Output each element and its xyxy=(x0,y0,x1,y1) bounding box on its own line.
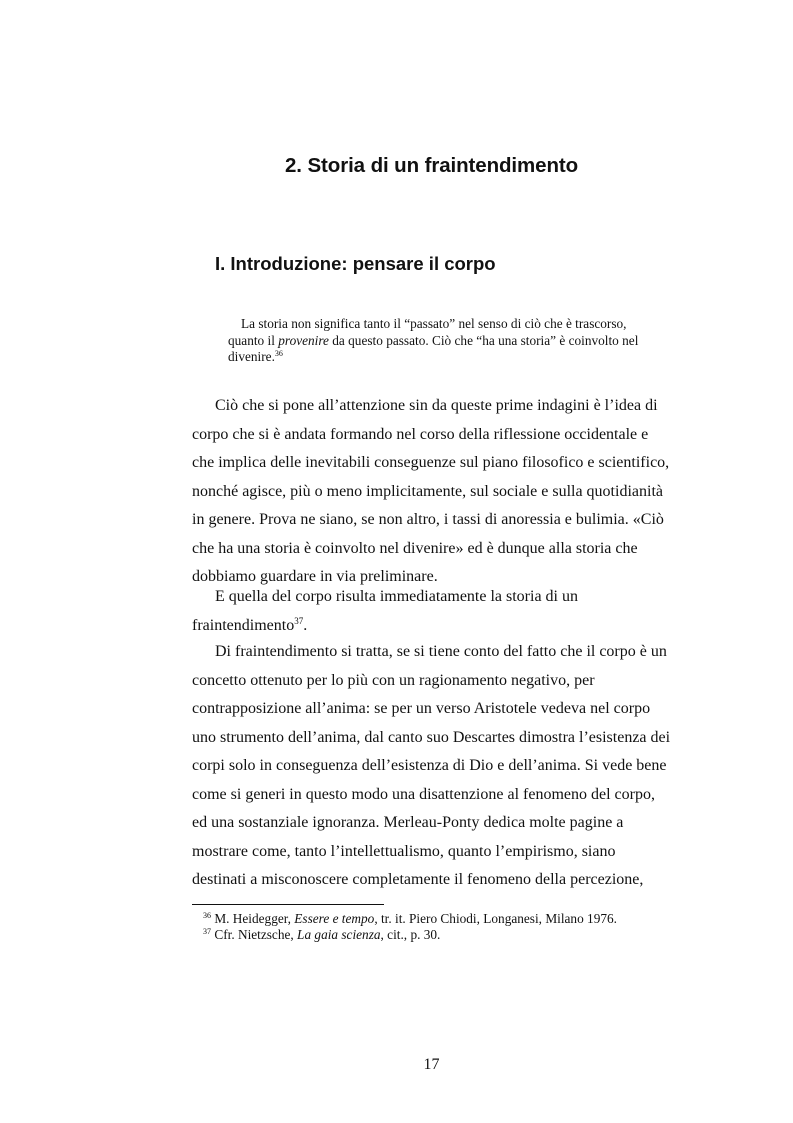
paragraph-1 xyxy=(192,392,672,592)
paragraph-text: . xyxy=(303,616,308,634)
paragraph-line xyxy=(192,612,672,641)
footnote-text: M. Heidegger, xyxy=(211,911,295,926)
footnote-37 xyxy=(203,927,683,943)
paragraph-2 xyxy=(192,583,672,640)
epigraph-line: La storia non significa tanto il “passato” nel senso di ciò che è trascorso, xyxy=(241,316,627,331)
epigraph-text: da questo passato. Ciò che “ha una storia” è coinvolto nel xyxy=(328,332,639,348)
footnote-divider xyxy=(192,904,384,905)
paragraph-line: Ciò che si pone all’attenzione sin da queste prime indagini è l’idea di xyxy=(215,397,658,414)
paragraph-text: fraintendimento xyxy=(192,616,295,634)
epigraph-quote xyxy=(228,316,649,366)
epigraph-line-3 xyxy=(228,349,283,364)
paragraph-line: ed una sostanziale ignoranza. Merleau-Ponty dedica molte pagine a xyxy=(192,814,624,831)
epigraph-emphasis: provenire xyxy=(278,332,329,348)
footnote-text: , cit., p. 30. xyxy=(380,926,441,942)
paragraph-line: E quella del corpo risulta immediatamente la storia di un xyxy=(215,588,578,605)
paragraph-line: destinati a misconoscere completamente il fenomeno della percezione, xyxy=(192,871,644,888)
chapter-title: 2. Storia di un fraintendimento xyxy=(284,154,579,177)
paragraph-line: corpi solo in conseguenza dell’esistenza di Dio e dell’anima. Si vede bene xyxy=(192,757,667,774)
paragraph-line: concetto ottenuto per lo più con un ragionamento negativo, per xyxy=(192,671,595,689)
footnote-text: Cfr. Nietzsche, xyxy=(211,926,298,942)
footnote-number: 36 xyxy=(203,911,211,920)
paragraph-3 xyxy=(192,638,672,895)
footnote-36 xyxy=(203,911,683,927)
footnote-title: La gaia scienza xyxy=(297,926,381,942)
paragraph-line: uno strumento dell’anima, dal canto suo Descartes dimostra l’esistenza dei xyxy=(192,728,671,746)
footnote-title: Essere e tempo xyxy=(294,911,375,926)
section-title: I. Introduzione: pensare il corpo xyxy=(215,253,496,274)
footnote-ref-37[interactable]: 37 xyxy=(294,615,304,626)
paragraph-line: come si generi in questo modo una disattenzione al fenomeno del corpo, xyxy=(192,785,655,803)
paragraph-line: contrapposizione all’anima: se per un verso Aristotele vedeva nel corpo xyxy=(192,700,651,717)
epigraph-text: divenire. xyxy=(228,349,275,364)
epigraph-text: quanto il xyxy=(228,332,279,348)
epigraph-line-2 xyxy=(228,333,638,348)
paragraph-line: corpo che si è andata formando nel corso della riflessione occidentale e xyxy=(192,425,649,443)
footnote-ref-36[interactable]: 36 xyxy=(274,349,283,358)
paragraph-line: in genere. Prova ne siano, se non altro, i tassi di anoressia e bulimia. «Ciò xyxy=(192,511,664,528)
paragraph-line: che implica delle inevitabili conseguenze sul piano filosofico e scientifico, xyxy=(192,454,670,471)
paragraph-line: Di fraintendimento si tratta, se si tiene conto del fatto che il corpo è un xyxy=(215,643,667,660)
footnote-number: 37 xyxy=(203,926,211,936)
paragraph-line: che ha una storia è coinvolto nel divenire» ed è dunque alla storia che xyxy=(192,539,638,557)
footnote-text: , tr. it. Piero Chiodi, Longanesi, Milano 1976. xyxy=(374,911,617,926)
paragraph-line: dobbiamo guardare in via preliminare. xyxy=(192,568,438,585)
page-number: 17 xyxy=(423,1056,440,1073)
paragraph-line: mostrare come, tanto l’intellettualismo, quanto l’empirismo, siano xyxy=(192,842,616,860)
paragraph-line: nonché agisce, più o meno implicitamente, sul sociale e sulla quotidianità xyxy=(192,482,663,500)
footnotes xyxy=(203,911,683,942)
